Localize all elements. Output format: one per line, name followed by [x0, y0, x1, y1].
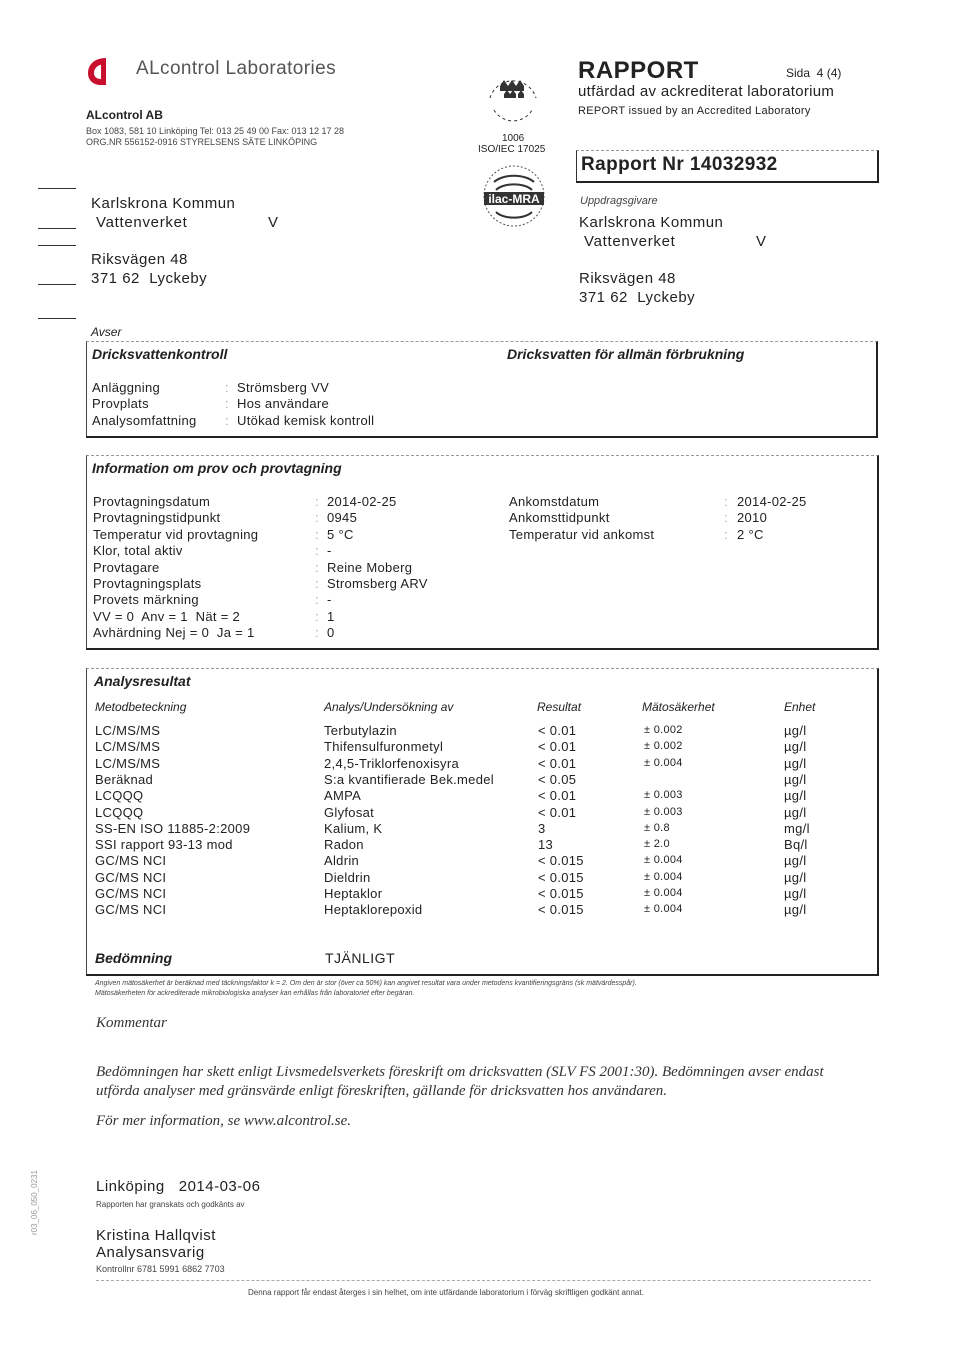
avser-row-label: Provplats: [92, 396, 149, 411]
info-colon: :: [724, 510, 728, 526]
cell-result: < 0.015: [538, 886, 584, 901]
info-colon: :: [315, 526, 319, 542]
cell-unit: µg/l: [784, 723, 807, 738]
cell-uncertainty: ± 0.004: [644, 903, 683, 916]
svg-text:ilac-MRA: ilac-MRA: [488, 192, 540, 206]
cell-method: GC/MS NCI: [95, 869, 167, 885]
cell-method: LCQQQ: [95, 804, 144, 820]
footnote-line1: Angiven mätosäkerhet är beräknad med täckningsfaktor k = 2. Om den är stor (över ca 50%) kan angivet resultat vara under metodens kvantifieringsgräns (sk mätvärdesspår).: [95, 980, 637, 987]
info-row-label: Temperatur vid ankomst: [509, 526, 655, 542]
info-colon: :: [315, 625, 319, 641]
cell-analysis: 2,4,5-Triklorfenoxisyra: [324, 755, 460, 771]
report-number: Rapport Nr 14032932: [581, 154, 778, 175]
cell-unit: Bq/l: [784, 837, 808, 853]
results-header-analysis: Analys/Undersökning av: [324, 700, 454, 714]
swedac-seal: [478, 58, 548, 138]
cell-unit: µg/l: [784, 902, 807, 918]
cell-uncertainty: ± 0.8: [644, 821, 670, 834]
info-row-label: Provtagningstidpunkt: [93, 510, 221, 526]
table-row: [87, 723, 877, 739]
client-city: 371 62 Lyckeby: [579, 289, 696, 306]
lab-orgnr: ORG.NR 556152-0916 STYRELSENS SÄTE LINKÖPING: [86, 137, 318, 147]
info-row-value: 2014-02-25: [737, 494, 807, 509]
cell-unit: µg/l: [784, 788, 807, 804]
sign-control: Kontrollnr 6781 5991 6862 7703: [96, 1264, 225, 1274]
cell-analysis: AMPA: [324, 788, 362, 804]
cell-analysis: Aldrin: [324, 853, 360, 869]
cell-result: < 0.01: [538, 739, 577, 755]
sign-name: Kristina Hallqvist: [96, 1227, 216, 1244]
cell-method: SSI rapport 93-13 mod: [95, 837, 233, 853]
cell-analysis: Thifensulfuronmetyl: [324, 739, 444, 755]
results-header-unit: Enhet: [784, 700, 816, 714]
side-code: r03_06_050_0231: [30, 1170, 39, 1235]
report-subtitle: utfärdad av ackrediterat laboratorium: [578, 83, 835, 100]
info-row-label: Provets märkning: [93, 592, 199, 608]
cell-unit: µg/l: [784, 804, 807, 820]
cell-uncertainty: ± 0.002: [644, 724, 683, 736]
assessment-label: Bedömning: [95, 950, 172, 966]
info-row-value: 2 °C: [737, 526, 764, 542]
info-row-value: Reine Moberg: [327, 559, 413, 575]
info-row-value: 0: [327, 625, 335, 641]
info-colon: :: [724, 494, 728, 509]
cell-analysis: Radon: [324, 837, 364, 853]
table-row: [87, 772, 877, 788]
margin-tick: [38, 228, 76, 229]
table-row: [87, 756, 877, 772]
lab-logo: [84, 54, 116, 88]
client-v: V: [756, 233, 767, 250]
report-page: Sida 4 (4): [786, 66, 842, 80]
cell-analysis: Kalium, K: [324, 820, 383, 836]
avser-row-label: Analysomfattning: [92, 413, 197, 428]
cell-unit: µg/l: [784, 771, 807, 787]
comment-label: Kommentar: [96, 1015, 167, 1031]
cell-result: < 0.01: [538, 755, 577, 771]
sign-place-date: Linköping 2014-03-06: [96, 1178, 261, 1195]
cell-unit: µg/l: [784, 886, 807, 901]
accreditation-standard: ISO/IEC 17025: [478, 144, 546, 155]
cell-result: < 0.01: [538, 804, 577, 820]
info-row-value: Stromsberg ARV: [327, 576, 428, 591]
avser-box: [86, 341, 878, 438]
cell-method: GC/MS NCI: [95, 902, 167, 918]
avser-label: Avser: [91, 325, 122, 339]
table-row: [87, 853, 877, 869]
table-row: [87, 788, 877, 804]
table-row: [87, 805, 877, 821]
cell-uncertainty: ± 0.002: [644, 740, 683, 753]
alcontrol-logo-icon: [84, 54, 116, 88]
cell-unit: µg/l: [784, 853, 807, 869]
table-row: [87, 902, 877, 918]
info-colon: :: [315, 576, 319, 591]
info-row-value: 2014-02-25: [327, 494, 397, 509]
report-title: RAPPORT: [578, 57, 699, 84]
cell-analysis: S:a kvantifierade Bek.medel: [324, 771, 494, 787]
ilac-globe-icon: [478, 160, 550, 232]
table-row: [87, 870, 877, 886]
avser-row-value: Utökad kemisk kontroll: [237, 413, 375, 428]
cell-method: GC/MS NCI: [95, 886, 167, 901]
avser-colon: :: [225, 413, 229, 428]
info-colon: :: [724, 526, 728, 542]
lab-name: ALcontrol Laboratories: [136, 58, 336, 79]
report-subtitle-en: REPORT issued by an Accredited Laboratory: [578, 105, 811, 117]
results-header-method: Metodbeteckning: [95, 700, 187, 714]
recipient-name: Karlskrona Kommun: [91, 195, 236, 212]
cell-method: SS-EN ISO 11885-2:2009: [95, 820, 251, 836]
info-colon: :: [315, 559, 319, 575]
comment-info: För mer information, se www.alcontrol.se.: [96, 1113, 351, 1129]
cell-analysis: Heptaklor: [324, 886, 383, 901]
client-name: Karlskrona Kommun: [579, 214, 724, 231]
client-street: Riksvägen 48: [579, 270, 676, 287]
avser-colon: :: [225, 396, 229, 411]
cell-method: GC/MS NCI: [95, 853, 167, 869]
info-row-label: Ankomsttidpunkt: [509, 510, 610, 526]
ilac-mra-seal: [478, 160, 550, 232]
info-row-value: 1: [327, 608, 335, 624]
info-row-label: Provtagningsplats: [93, 576, 202, 591]
info-row-label: Ankomstdatum: [509, 494, 600, 509]
recipient-dept: Vattenverket: [96, 214, 188, 231]
info-title: Information om prov och provtagning: [92, 460, 342, 476]
info-row-label: Provtagningsdatum: [93, 494, 211, 509]
info-row-label: Avhärdning Nej = 0 Ja = 1: [93, 625, 255, 641]
cell-analysis: Terbutylazin: [324, 723, 397, 738]
info-colon: :: [315, 494, 319, 509]
assessment-value: TJÄNLIGT: [325, 950, 396, 966]
margin-tick: [38, 188, 76, 189]
cell-analysis: Heptaklorepoxid: [324, 902, 423, 918]
recipient-street: Riksvägen 48: [91, 251, 188, 268]
avser-colon: :: [225, 380, 229, 395]
table-row: [87, 886, 877, 902]
results-box: [86, 668, 879, 976]
cell-uncertainty: ± 0.004: [644, 887, 683, 899]
footnote-line2: Mätosäkerheten för ackrediterade mikrobiologiska analyser kan erhållas från laboratoriet efter begäran.: [95, 990, 415, 997]
avser-row-label: Anläggning: [92, 380, 161, 395]
recipient-v: V: [268, 214, 279, 231]
client-dept: Vattenverket: [584, 233, 676, 250]
cell-analysis: Glyfosat: [324, 804, 375, 820]
cell-result: < 0.05: [538, 771, 577, 787]
margin-tick: [38, 284, 76, 285]
sign-role: Analysansvarig: [96, 1244, 205, 1261]
avser-left-title: Dricksvattenkontroll: [92, 346, 228, 362]
cell-result: < 0.01: [538, 723, 577, 738]
cell-uncertainty: ± 0.004: [644, 756, 683, 769]
cell-result: 3: [538, 820, 546, 836]
cell-result: < 0.015: [538, 869, 584, 885]
avser-row-value: Hos användare: [237, 396, 330, 411]
cell-unit: µg/l: [784, 755, 807, 771]
sign-checked: Rapporten har granskats och godkänts av: [96, 1200, 245, 1209]
info-colon: :: [315, 543, 319, 559]
info-row-label: Temperatur vid provtagning: [93, 526, 259, 542]
cell-result: < 0.01: [538, 788, 577, 804]
info-row-value: -: [327, 543, 332, 559]
table-row: [87, 837, 877, 853]
table-row: [87, 739, 877, 755]
cell-unit: mg/l: [784, 820, 810, 836]
results-title: Analysresultat: [94, 673, 191, 689]
info-row-value: 5 °C: [327, 526, 354, 542]
info-row-label: Provtagare: [93, 559, 160, 575]
info-row-label: VV = 0 Anv = 1 Nät = 2: [93, 608, 241, 624]
info-row-value: 2010: [737, 510, 768, 526]
info-colon: :: [315, 592, 319, 608]
info-row-value: -: [327, 592, 332, 608]
margin-tick: [38, 245, 76, 246]
cell-uncertainty: ± 0.004: [644, 870, 683, 883]
lab-address: Box 1083, 581 10 Linköping Tel: 013 25 49 00 Fax: 013 12 17 28: [86, 126, 345, 136]
report-number-box: [576, 150, 879, 183]
info-row-label: Klor, total aktiv: [93, 543, 183, 559]
cell-result: < 0.015: [538, 853, 584, 869]
cell-unit: µg/l: [784, 739, 807, 755]
info-colon: :: [315, 510, 319, 526]
avser-right-title: Dricksvatten för allmän förbrukning: [507, 346, 745, 362]
accreditation-number: 1006: [502, 133, 525, 144]
cell-result: 13: [538, 837, 554, 853]
avser-row-value: Strömsberg VV: [237, 380, 330, 395]
client-label: Uppdragsgivare: [580, 195, 658, 207]
cell-result: < 0.015: [538, 902, 584, 918]
cell-analysis: Dieldrin: [324, 869, 371, 885]
cell-method: LC/MS/MS: [95, 723, 161, 738]
results-header-uncertainty: Mätosäkerhet: [642, 700, 715, 714]
cell-method: LC/MS/MS: [95, 755, 161, 771]
results-header-result: Resultat: [537, 700, 582, 714]
info-colon: :: [315, 608, 319, 624]
margin-tick: [38, 318, 76, 319]
cell-method: Beräknad: [95, 771, 154, 787]
cell-unit: µg/l: [784, 869, 807, 885]
comment-text: Bedömningen har skett enligt Livsmedelsverkets föreskrift om dricksvatten (SLV FS 2001:30). Bedömningen avser endast utförda analyser med gränsvärde enligt föreskriften, gällande för dricksvatten hos användaren.: [96, 1064, 824, 1099]
cell-method: LCQQQ: [95, 788, 144, 804]
table-row: [87, 821, 877, 837]
footer-text: Denna rapport får endast återges i sin helhet, om inte utfärdande laboratorium i förväg skriftligen godkänt annat.: [248, 1288, 644, 1297]
info-box: [86, 455, 879, 650]
cell-uncertainty: ± 0.004: [644, 854, 683, 867]
info-row-value: 0945: [327, 510, 358, 526]
recipient-city: 371 62 Lyckeby: [91, 270, 208, 287]
cell-uncertainty: ± 0.003: [644, 805, 683, 818]
cell-uncertainty: ± 0.003: [644, 789, 683, 802]
footer-rule: [96, 1280, 871, 1281]
lab-company: ALcontrol AB: [86, 108, 163, 122]
swedac-crown-icon: [478, 58, 548, 128]
cell-method: LC/MS/MS: [95, 739, 161, 755]
cell-uncertainty: ± 2.0: [644, 838, 670, 851]
